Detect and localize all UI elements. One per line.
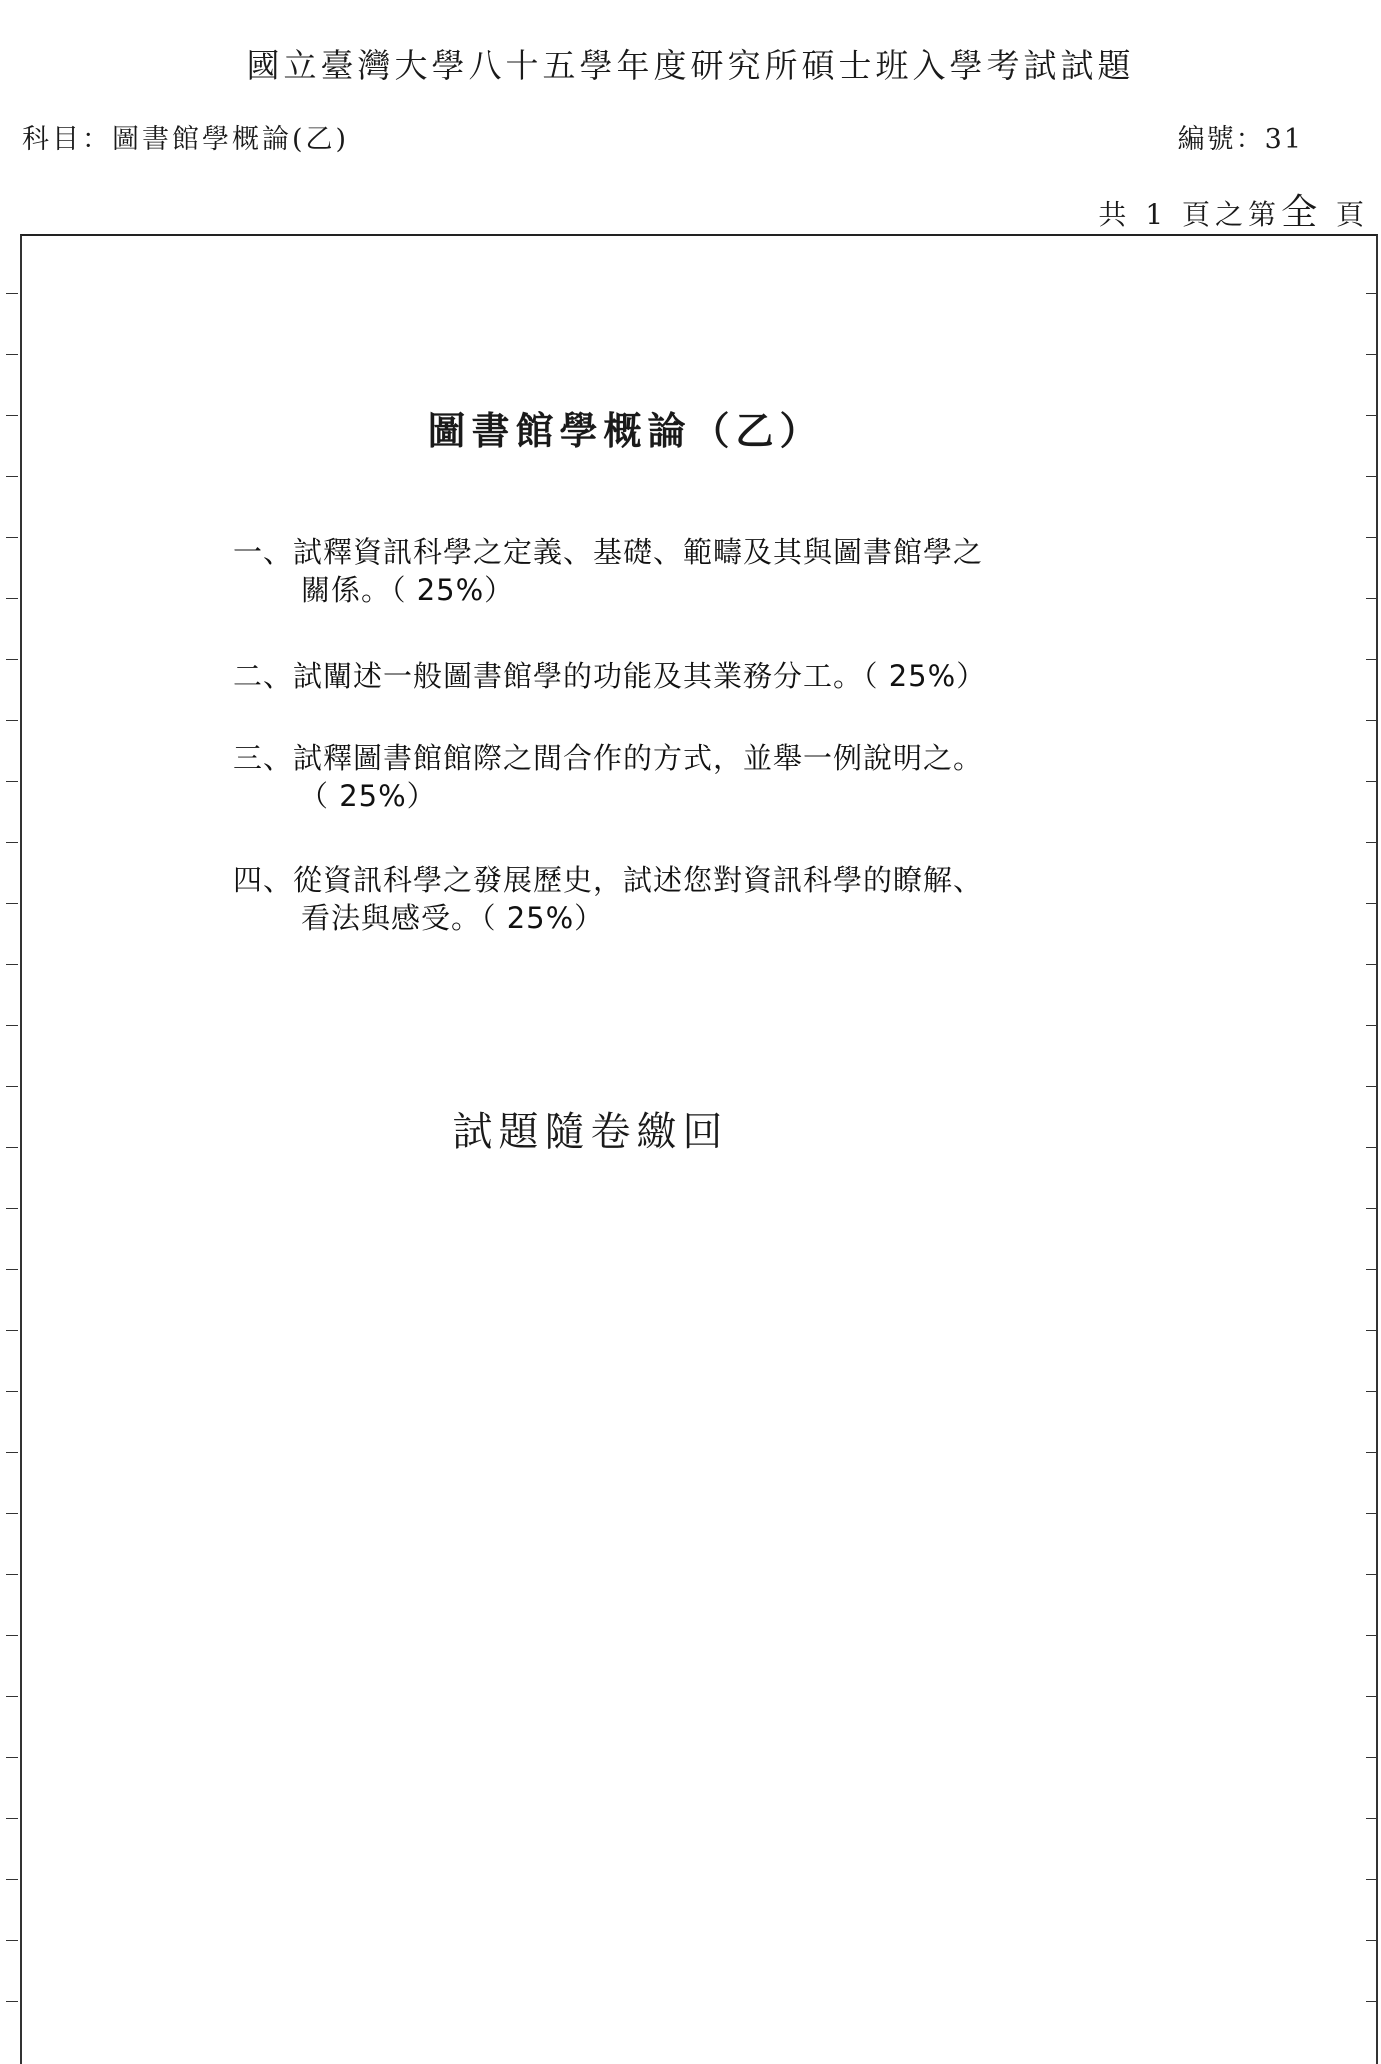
page-current: 全: [1281, 192, 1323, 233]
question-4-number: 四、: [233, 863, 294, 897]
margin-tick: [1366, 1879, 1378, 1880]
margin-tick: [6, 903, 18, 904]
margin-tick: [6, 1086, 18, 1087]
margin-tick: [6, 842, 18, 843]
margin-tick: [1366, 1391, 1378, 1392]
margin-tick: [1366, 1330, 1378, 1331]
page-suffix: 頁: [1335, 198, 1369, 231]
question-1-number: 一、: [233, 535, 294, 569]
margin-tick: [6, 781, 18, 782]
margin-tick: [1366, 903, 1378, 904]
exam-title: 國立臺灣大學八十五學年度研究所碩士班入學考試試題: [246, 46, 1135, 85]
question-1-line1: 試釋資訊科學之定義、基礎、範疇及其與圖書館學之: [293, 535, 984, 569]
margin-tick: [1366, 964, 1378, 965]
margin-tick: [6, 659, 18, 660]
margin-tick: [1366, 781, 1378, 782]
margin-tick: [6, 598, 18, 599]
subject-line: [22, 117, 349, 156]
margin-tick: [1366, 354, 1378, 355]
margin-tick: [6, 476, 18, 477]
margin-tick: [6, 720, 18, 721]
subject-name: 圖書館學概論(乙): [112, 124, 350, 155]
margin-tick: [6, 1757, 18, 1758]
page-total: 1: [1145, 198, 1169, 231]
subject-label: 科目：: [22, 124, 112, 155]
margin-tick: [1366, 659, 1378, 660]
question-2-number: 二、: [233, 659, 294, 693]
margin-tick: [6, 1635, 18, 1636]
margin-tick: [1366, 1696, 1378, 1697]
margin-tick: [6, 1879, 18, 1880]
margin-tick: [1366, 1635, 1378, 1636]
margin-tick: [1366, 1574, 1378, 1575]
margin-tick: [1366, 1269, 1378, 1270]
margin-tick: [1366, 1086, 1378, 1087]
margin-tick: [1366, 1025, 1378, 1026]
question-2-line1: 試闡述一般圖書館學的功能及其業務分工。（ 25%）: [293, 659, 987, 693]
margin-tick: [6, 293, 18, 294]
margin-tick: [6, 1513, 18, 1514]
page-total-prefix: 共: [1098, 198, 1132, 231]
margin-tick: [6, 1391, 18, 1392]
margin-tick: [6, 1452, 18, 1453]
margin-tick: [6, 1696, 18, 1697]
question-3-number: 三、: [233, 741, 294, 775]
margin-tick: [6, 1269, 18, 1270]
question-1: [233, 533, 983, 609]
margin-tick: [6, 1818, 18, 1819]
question-4: [233, 861, 983, 937]
margin-tick: [1366, 720, 1378, 721]
margin-tick: [6, 1330, 18, 1331]
margin-tick: [6, 1574, 18, 1575]
margin-tick: [1366, 476, 1378, 477]
question-2: [233, 657, 986, 695]
margin-tick: [1366, 537, 1378, 538]
margin-tick: [1366, 1513, 1378, 1514]
margin-tick: [6, 1208, 18, 1209]
margin-tick: [6, 354, 18, 355]
return-note: 試題隨卷繳回: [452, 1109, 729, 1155]
margin-tick: [6, 1025, 18, 1026]
margin-tick: [1366, 1757, 1378, 1758]
margin-tick: [1366, 1452, 1378, 1453]
question-4-line2: 看法與感受。（ 25%）: [301, 901, 605, 935]
margin-tick: [6, 537, 18, 538]
question-3-line2: （ 25%）: [299, 779, 437, 813]
margin-tick: [1366, 1208, 1378, 1209]
page-mid: 頁之第: [1182, 198, 1282, 231]
margin-tick: [6, 1940, 18, 1941]
question-3-line1: 試釋圖書館館際之間合作的方式，並舉一例說明之。: [293, 741, 984, 775]
margin-tick: [1366, 2001, 1378, 2002]
question-1-line2: 關係。（ 25%）: [301, 573, 515, 607]
margin-tick: [1366, 1818, 1378, 1819]
margin-tick: [6, 964, 18, 965]
question-4-line1: 從資訊科學之發展歷史，試述您對資訊科學的瞭解、: [293, 863, 984, 897]
margin-tick: [1366, 598, 1378, 599]
margin-tick: [1366, 293, 1378, 294]
exam-number: 編號：31: [1177, 124, 1303, 155]
question-3: [233, 739, 983, 815]
margin-tick: [6, 2001, 18, 2002]
margin-tick: [1366, 1940, 1378, 1941]
margin-tick: [1366, 842, 1378, 843]
content-title: 圖書館學概論（乙）: [427, 409, 824, 453]
page-count: [1098, 184, 1369, 235]
